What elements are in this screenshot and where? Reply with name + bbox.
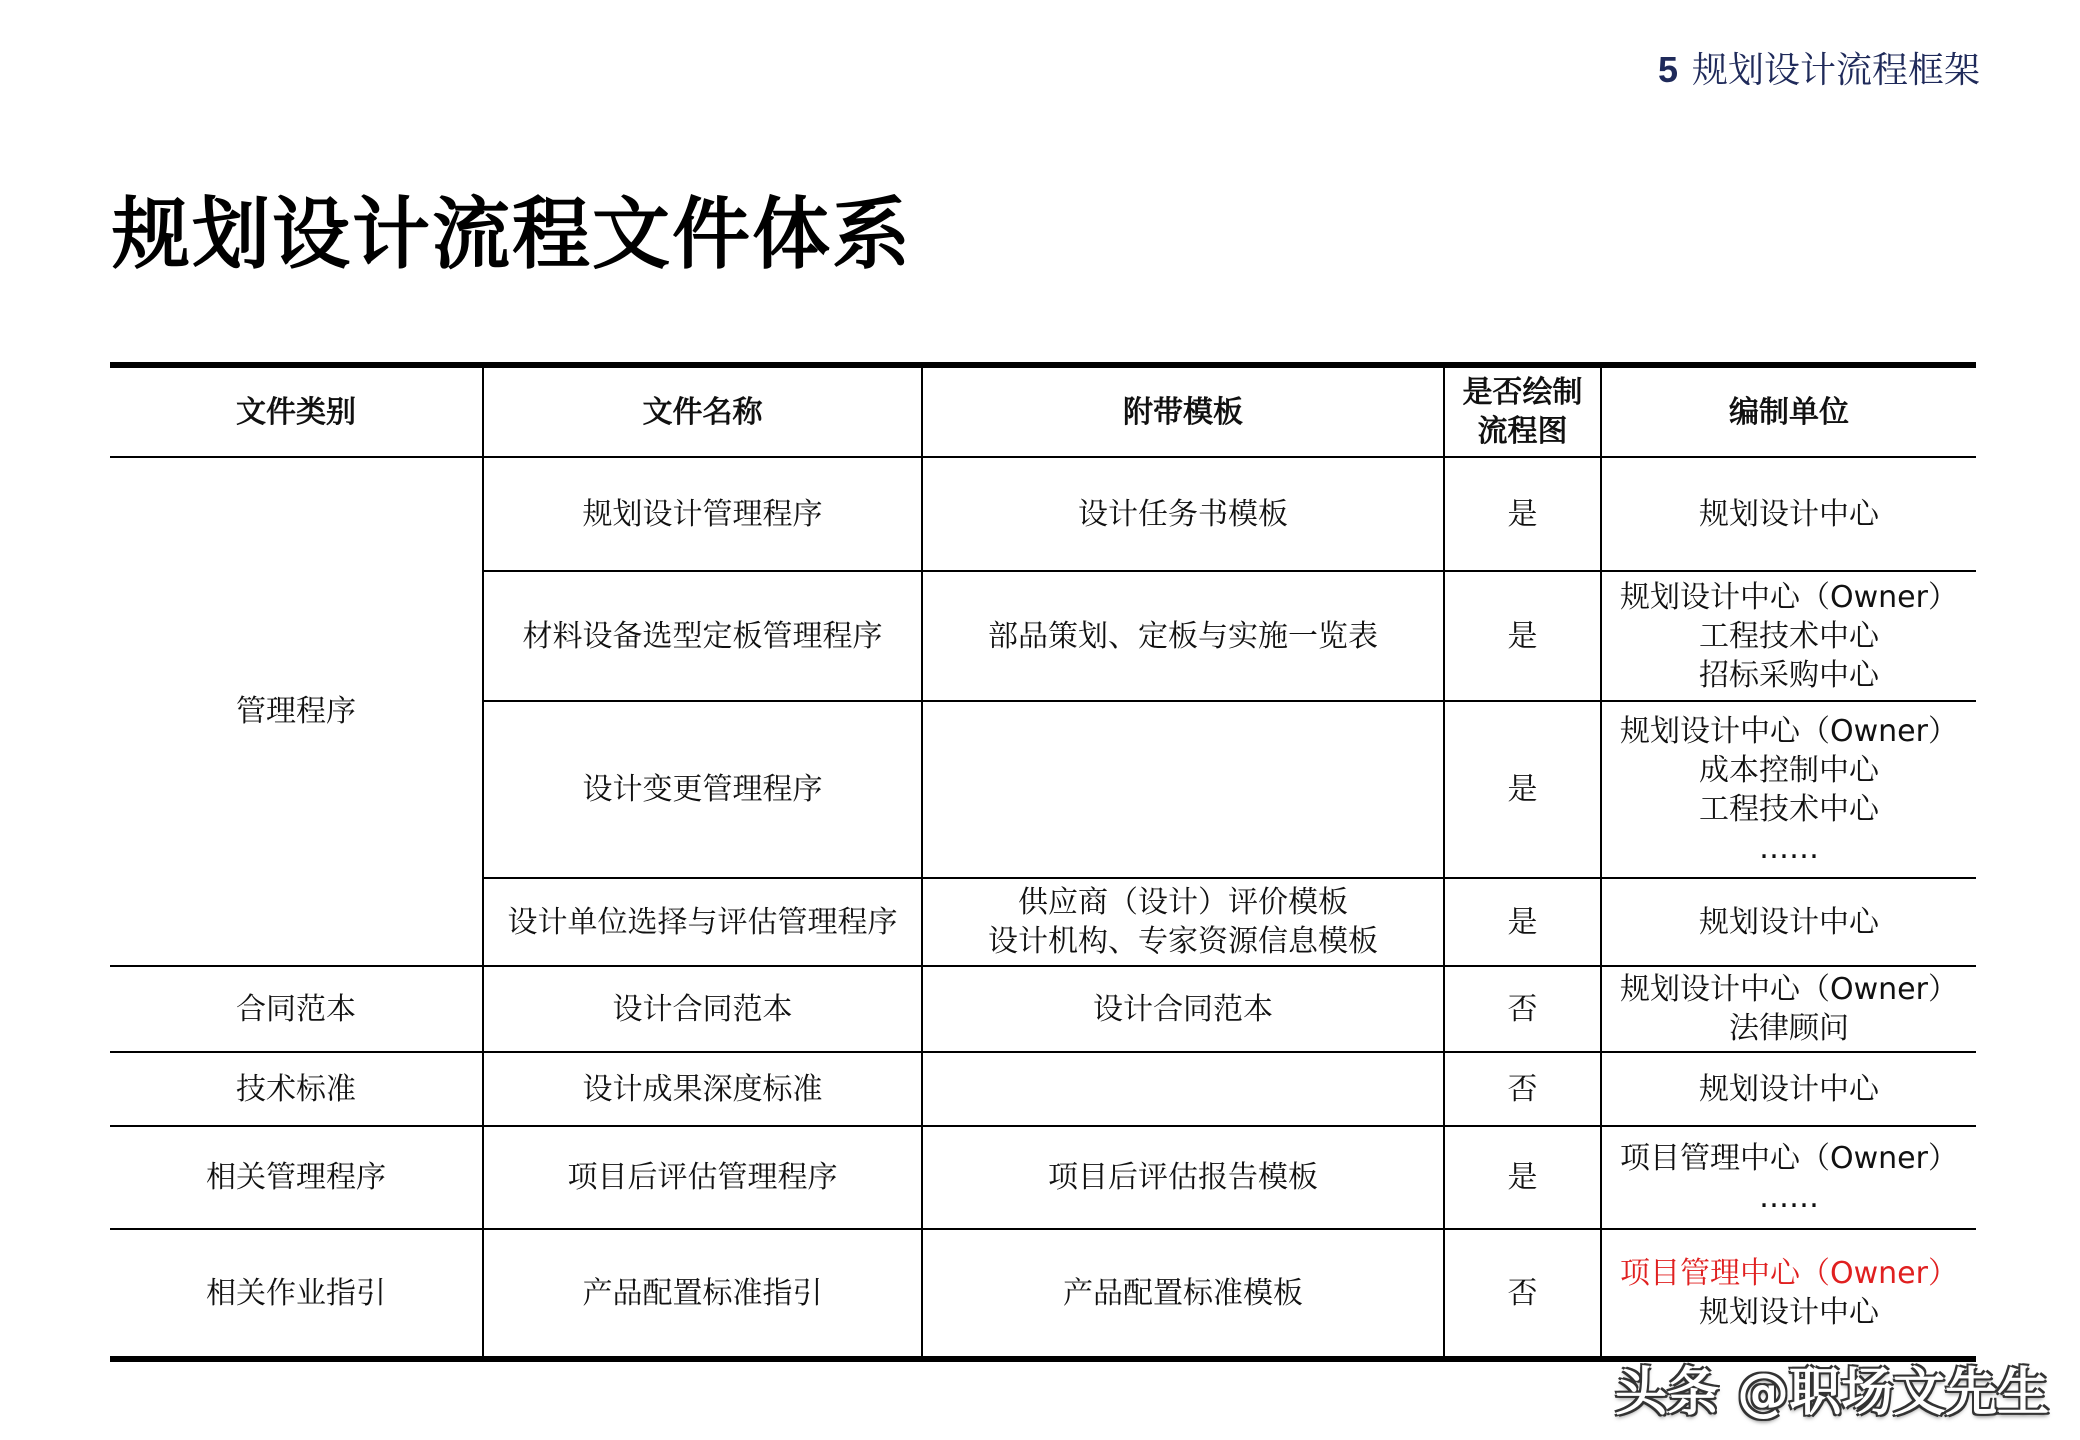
template-line: 供应商（设计）评价模板 (1018, 885, 1348, 920)
unit-line: 规划设计中心 (1699, 496, 1879, 532)
unit-cell (1601, 1126, 1976, 1229)
name-cell: 设计变更管理程序 (483, 701, 922, 878)
name-cell: 设计成果深度标准 (483, 1052, 922, 1126)
header-flowchart-line2: 流程图 (1477, 414, 1568, 449)
unit-line: 工程技术中心 (1699, 618, 1879, 654)
table-row (110, 457, 1976, 571)
unit-cell (1601, 1229, 1976, 1359)
template-cell (922, 1229, 1444, 1359)
category-cell: 合同范本 (110, 966, 483, 1052)
unit-line: 项目管理中心（Owner） (1620, 1140, 1958, 1176)
flowchart-cell: 是 (1444, 878, 1601, 966)
unit-line: 工程技术中心 (1699, 791, 1879, 827)
category-cell: 管理程序 (110, 457, 483, 966)
unit-cell (1601, 571, 1976, 701)
unit-cell (1601, 966, 1976, 1052)
category-cell: 技术标准 (110, 1052, 483, 1126)
name-cell: 项目后评估管理程序 (483, 1126, 922, 1229)
unit-cell (1601, 457, 1976, 571)
unit-line: 规划设计中心（Owner） (1620, 972, 1958, 1007)
table-header-row (110, 365, 1976, 457)
template-line: 设计任务书模板 (1078, 496, 1288, 532)
section-header (1658, 42, 1980, 93)
template-cell (922, 1126, 1444, 1229)
unit-line-highlighted: 项目管理中心（Owner） (1620, 1256, 1958, 1291)
table-row (110, 966, 1976, 1052)
flowchart-cell: 否 (1444, 966, 1601, 1052)
flowchart-cell: 是 (1444, 701, 1601, 878)
name-cell: 规划设计管理程序 (483, 457, 922, 571)
template-cell (922, 966, 1444, 1052)
header-template: 附带模板 (922, 365, 1444, 457)
header-flowchart (1444, 365, 1601, 457)
flowchart-cell: 是 (1444, 571, 1601, 701)
name-cell: 产品配置标准指引 (483, 1229, 922, 1359)
unit-cell (1601, 701, 1976, 878)
name-cell: 设计单位选择与评估管理程序 (483, 878, 922, 966)
page-title: 规划设计流程文件体系 (112, 189, 913, 280)
unit-line: 招标采购中心 (1699, 657, 1879, 693)
template-cell (922, 571, 1444, 701)
header-unit: 编制单位 (1601, 365, 1976, 457)
template-line: 设计合同范本 (1093, 991, 1273, 1027)
document-table (110, 362, 1976, 1362)
section-title: 规划设计流程框架 (1691, 50, 1980, 91)
table-row (110, 1229, 1976, 1359)
unit-line: 规划设计中心 (1699, 1071, 1879, 1107)
template-line: 部品策划、定板与实施一览表 (988, 618, 1378, 654)
template-line: 产品配置标准模板 (1063, 1275, 1303, 1311)
section-number: 5 (1657, 49, 1678, 90)
flowchart-cell: 否 (1444, 1052, 1601, 1126)
category-cell: 相关管理程序 (110, 1126, 483, 1229)
unit-line: …… (1759, 1179, 1819, 1215)
template-cell (922, 1052, 1444, 1126)
unit-line: 规划设计中心（Owner） (1620, 579, 1958, 615)
unit-line: 成本控制中心 (1699, 752, 1879, 788)
template-cell (922, 701, 1444, 878)
flowchart-cell: 是 (1444, 457, 1601, 571)
template-line: 项目后评估报告模板 (1048, 1160, 1318, 1195)
watermark: 头条 @职场文先生 (1615, 1363, 2050, 1423)
unit-line: 规划设计中心 (1699, 1295, 1879, 1330)
unit-line: …… (1759, 830, 1819, 866)
unit-line: 法律顾问 (1729, 1011, 1849, 1046)
table-row (110, 1052, 1976, 1126)
template-cell (922, 457, 1444, 571)
unit-line: 规划设计中心（Owner） (1620, 713, 1958, 749)
header-category: 文件类别 (110, 365, 483, 457)
name-cell: 设计合同范本 (483, 966, 922, 1052)
flowchart-cell: 否 (1444, 1229, 1601, 1359)
category-cell: 相关作业指引 (110, 1229, 483, 1359)
flowchart-cell: 是 (1444, 1126, 1601, 1229)
header-name: 文件名称 (483, 365, 922, 457)
unit-cell (1601, 1052, 1976, 1126)
template-cell (922, 878, 1444, 966)
header-flowchart-line1: 是否绘制 (1462, 375, 1583, 410)
name-cell: 材料设备选型定板管理程序 (483, 571, 922, 701)
table-row (110, 1126, 1976, 1229)
unit-cell (1601, 878, 1976, 966)
unit-line: 规划设计中心 (1699, 904, 1879, 940)
template-line: 设计机构、专家资源信息模板 (988, 924, 1378, 959)
